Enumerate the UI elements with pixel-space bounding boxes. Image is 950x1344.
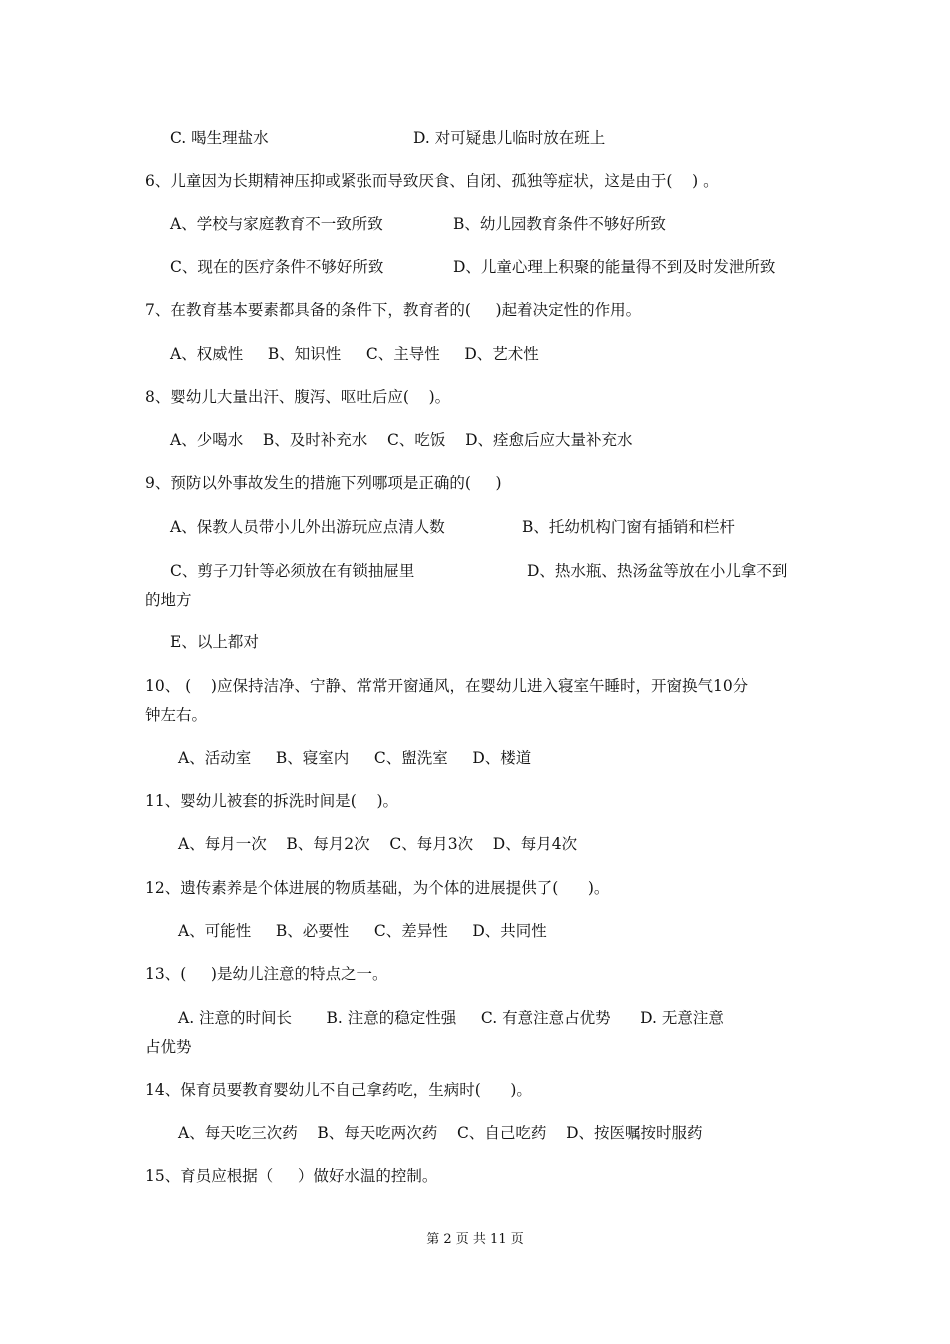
- page-footer: 第 2 页 共 11 页: [426, 1232, 524, 1247]
- question-14: 14、保育员要教育婴幼儿不自己拿药吃，生病时( )。: [145, 1081, 532, 1099]
- option-d: D、儿童心理上积聚的能量得不到及时发泄所致: [453, 258, 776, 276]
- options-13: A. 注意的时间长 B. 注意的稳定性强 C. 有意注意占优势 D. 无意注意: [178, 1009, 724, 1027]
- option-c: C、剪子刀针等必须放在有锁抽屉里: [170, 562, 415, 580]
- option-e: E、以上都对: [170, 633, 259, 651]
- question-7: 7、在教育基本要素都具备的条件下，教育者的( )起着决定性的作用。: [145, 301, 642, 319]
- option-d-continued: 的地方: [145, 591, 192, 609]
- option-c: C、现在的医疗条件不够好所致: [170, 258, 384, 276]
- question-9: 9、预防以外事故发生的措施下列哪项是正确的( ): [145, 474, 502, 492]
- option-a: A、学校与家庭教育不一致所致: [170, 215, 383, 233]
- options-11: A、每月一次 B、每月2次 C、每月3次 D、每月4次: [178, 835, 578, 853]
- options-10: A、活动室 B、寝室内 C、盥洗室 D、楼道: [178, 749, 532, 767]
- question-6: 6、儿童因为长期精神压抑或紧张而导致厌食、自闭、孤独等症状，这是由于( ) 。: [145, 172, 719, 190]
- question-15: 15、育员应根据（ ）做好水温的控制。: [145, 1167, 438, 1185]
- options-12: A、可能性 B、必要性 C、差异性 D、共同性: [178, 922, 547, 940]
- option-d: D、热水瓶、热汤盆等放在小儿拿不到: [527, 562, 788, 580]
- options-8: A、少喝水 B、及时补充水 C、吃饭 D、痊愈后应大量补充水: [170, 431, 633, 449]
- question-8: 8、婴幼儿大量出汗、腹泻、呕吐后应( )。: [145, 388, 451, 406]
- question-13: 13、( )是幼儿注意的特点之一。: [145, 965, 388, 983]
- question-10: 10、 ( )应保持洁净、宁静、常常开窗通风，在婴幼儿进入寝室午睡时，开窗换气10分: [145, 677, 749, 695]
- option-d: D. 对可疑患儿临时放在班上: [413, 129, 606, 147]
- question-12: 12、遗传素养是个体进展的物质基础，为个体的进展提供了( )。: [145, 879, 610, 897]
- options-14: A、每天吃三次药 B、每天吃两次药 C、自己吃药 D、按医嘱按时服药: [178, 1124, 703, 1142]
- option-b: B、幼儿园教育条件不够好所致: [453, 215, 666, 233]
- option-b: B、托幼机构门窗有插销和栏杆: [522, 518, 735, 536]
- question-11: 11、婴幼儿被套的拆洗时间是( )。: [145, 792, 399, 810]
- option-a: A、保教人员带小儿外出游玩应点清人数: [170, 518, 445, 536]
- options-13-continued: 占优势: [145, 1038, 192, 1056]
- option-c: C. 喝生理盐水: [170, 129, 269, 147]
- options-7: A、权威性 B、知识性 C、主导性 D、艺术性: [170, 345, 539, 363]
- question-10-continued: 钟左右。: [145, 706, 208, 724]
